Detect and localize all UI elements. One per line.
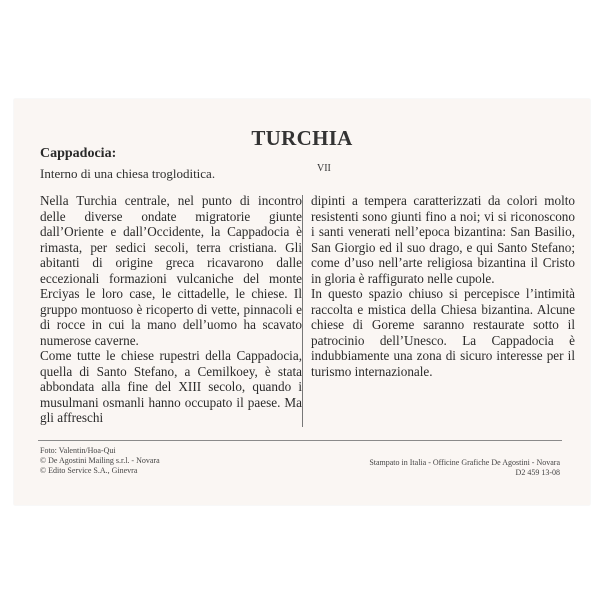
paragraph: dipinti a tempera caratterizzati da colori molto resistenti sono giunti fino a noi; vi si riconoscono i santi venerati nell’epoca bizantina: San Basilio, San Giorgio ed il suo drago, e qui Santo Stefano; come d’uso nell’arte religiosa bizantina il Cristo in gloria è raffigurato nelle cupole. — [311, 193, 575, 286]
footer-divider — [38, 440, 562, 441]
credit-line: © De Agostini Mailing s.r.l. - Novara — [40, 456, 160, 465]
info-card — [14, 99, 590, 505]
subject-heading: Cappadocia: — [40, 146, 117, 161]
photo-credits — [40, 446, 160, 476]
printer-line: Stampato in Italia - Officine Grafiche De Agostini - Novara — [369, 458, 560, 467]
printer-info — [369, 458, 560, 478]
paragraph: Come tutte le chiese rupestri della Cappadocia, quella di Santo Stefano, a Cemilkoey, è stata abbondata alla fine del XIII secolo, quando i musulmani osmanli hanno occupato il paese. Ma gli affreschi — [40, 348, 302, 425]
left-column — [40, 193, 302, 426]
image-caption: Interno di una chiesa trogloditica. — [40, 166, 216, 181]
paragraph: In questo spazio chiuso si percepisce l’intimità raccolta e mistica della Chiesa bizantina. Alcune chiese di Goreme saranno restaurate sotto il patrocinio dell’Unesco. La Cappadocia è indubbiamente una zona di sicuro interesse per il turismo internazionale. — [311, 286, 575, 379]
card-title: TURCHIA — [251, 126, 353, 150]
chapter-number: VII — [317, 163, 331, 174]
credit-line: © Edito Service S.A., Ginevra — [40, 466, 138, 475]
credit-line: Foto: Valentin/Hoa-Qui — [40, 446, 116, 455]
card-code: D2 459 13-08 — [515, 468, 560, 477]
column-divider — [302, 195, 303, 427]
right-column — [311, 193, 575, 379]
paragraph: Nella Turchia centrale, nel punto di incontro delle diverse ondate migratorie giunte dall’Oriente e dall’Occidente, la Cappadocia è rimasta, per sedici secoli, terra cristiana. Gli abitanti di origine greca ricavarono dalle eccezionali formazioni vulcaniche del monte Erciyas le loro case, le cittadelle, le chiese. Il gruppo montuoso è ricoperto di vette, pinnacoli e di rocce in cui la mano dell’uomo ha scavato numerose caverne. — [40, 193, 302, 348]
